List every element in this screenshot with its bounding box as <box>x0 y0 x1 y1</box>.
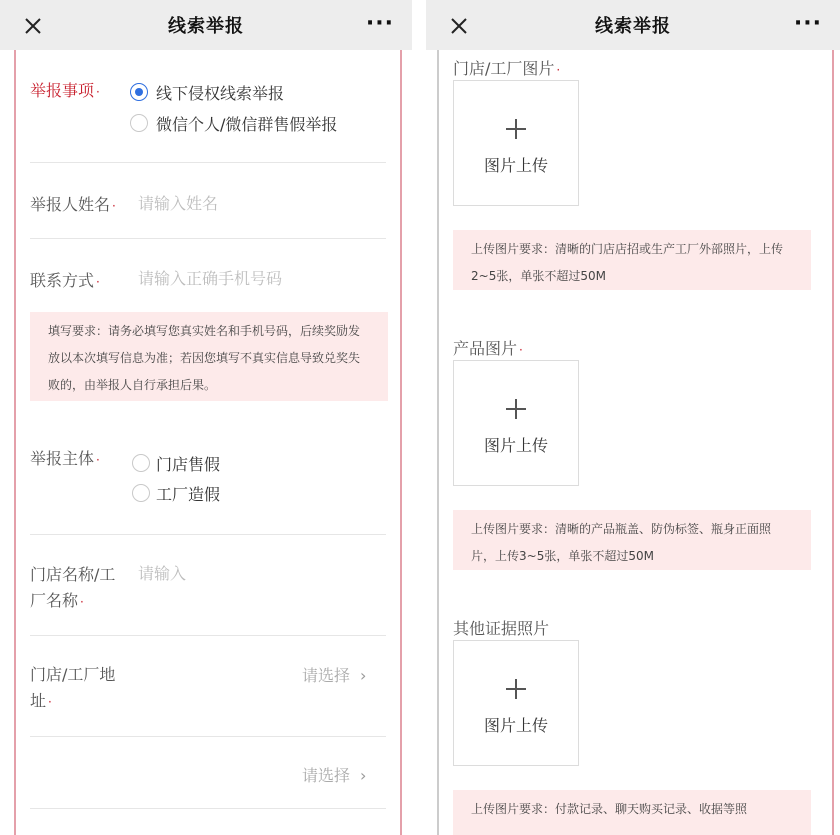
required-mark: · <box>80 595 84 609</box>
report-item-label: 举报事项 · <box>30 81 100 100</box>
required-mark: · <box>96 453 100 467</box>
page-title: 线索举报 <box>595 16 671 37</box>
option-factory-fake[interactable]: 工厂造假 <box>156 485 221 504</box>
close-icon[interactable] <box>448 15 470 37</box>
upload-label: 图片上传 <box>483 436 548 455</box>
page-title: 线索举报 <box>168 16 244 37</box>
store-factory-photo-upload[interactable] <box>453 80 579 206</box>
fill-notice: 填写要求：请务必填写您真实姓名和手机号码，后续奖励发放以本次填写信息为准；若因您填写不真实信息导致兑奖失败的，由举报人自行承担后果。 <box>30 312 388 401</box>
contact-input[interactable]: 请输入正确手机号码 <box>138 269 283 288</box>
reporter-name-label: 举报人姓名 · <box>30 195 116 214</box>
left-screen <box>0 0 412 835</box>
store-factory-photo-notice: 上传图片要求：清晰的门店店招或生产工厂外部照片，上传2~5张，单张不超过50M <box>453 230 811 290</box>
divider <box>30 534 386 535</box>
chevron-right-icon: › <box>360 666 367 685</box>
other-evidence-photo-notice: 上传图片要求：付款记录、聊天购买记录、收据等照 <box>453 790 811 835</box>
address-select[interactable]: 请选择 › <box>302 666 367 685</box>
chevron-right-icon: › <box>360 766 367 785</box>
divider <box>30 162 386 163</box>
required-mark: · <box>48 695 52 709</box>
upload-label: 图片上传 <box>483 156 548 175</box>
form-container <box>14 50 402 835</box>
nav-bar <box>0 0 412 50</box>
more-icon[interactable]: ··· <box>365 11 394 36</box>
form-container <box>437 50 834 835</box>
option-wechat-report[interactable]: 微信个人/微信群售假举报 <box>156 115 338 134</box>
plus-icon <box>506 119 526 139</box>
radio-factory-fake[interactable] <box>132 484 150 502</box>
other-evidence-photo-title: 其他证据照片 <box>453 619 550 638</box>
option-offline-report[interactable]: 线下侵权线索举报 <box>156 84 285 103</box>
required-mark: · <box>519 343 523 357</box>
radio-store-fake[interactable] <box>132 454 150 472</box>
contact-label: 联系方式 · <box>30 271 100 290</box>
divider <box>30 635 386 636</box>
address-label: 门店/工厂地 址 · <box>30 665 116 710</box>
store-name-input[interactable]: 请输入 <box>138 564 187 583</box>
reporter-name-input[interactable]: 请输入姓名 <box>138 194 219 213</box>
store-factory-photo-title: 门店/工厂图片 · <box>453 59 561 78</box>
more-icon[interactable]: ··· <box>793 11 822 36</box>
required-mark: · <box>96 275 100 289</box>
radio-offline-report[interactable] <box>130 83 148 101</box>
required-mark: · <box>556 63 561 77</box>
right-screen <box>426 0 840 835</box>
product-photo-title: 产品图片 · <box>453 339 523 358</box>
upload-label: 图片上传 <box>483 716 548 735</box>
radio-wechat-report[interactable] <box>130 114 148 132</box>
divider <box>30 238 386 239</box>
required-mark: · <box>112 199 116 213</box>
divider <box>30 736 386 737</box>
plus-icon <box>506 399 526 419</box>
nav-bar <box>426 0 840 50</box>
product-photo-upload[interactable] <box>453 360 579 486</box>
product-photo-notice: 上传图片要求：清晰的产品瓶盖、防伪标签、瓶身正面照片，上传3~5张，单张不超过50M <box>453 510 811 570</box>
plus-icon <box>506 679 526 699</box>
other-evidence-photo-upload[interactable] <box>453 640 579 766</box>
address-detail-select[interactable]: 请选择 › <box>302 766 367 785</box>
subject-label: 举报主体 · <box>30 449 100 468</box>
divider <box>30 808 386 809</box>
close-icon[interactable] <box>22 15 44 37</box>
required-mark: · <box>96 85 100 99</box>
store-name-label: 门店名称/工 厂名称 · <box>30 565 116 610</box>
option-store-fake[interactable]: 门店售假 <box>156 455 221 474</box>
